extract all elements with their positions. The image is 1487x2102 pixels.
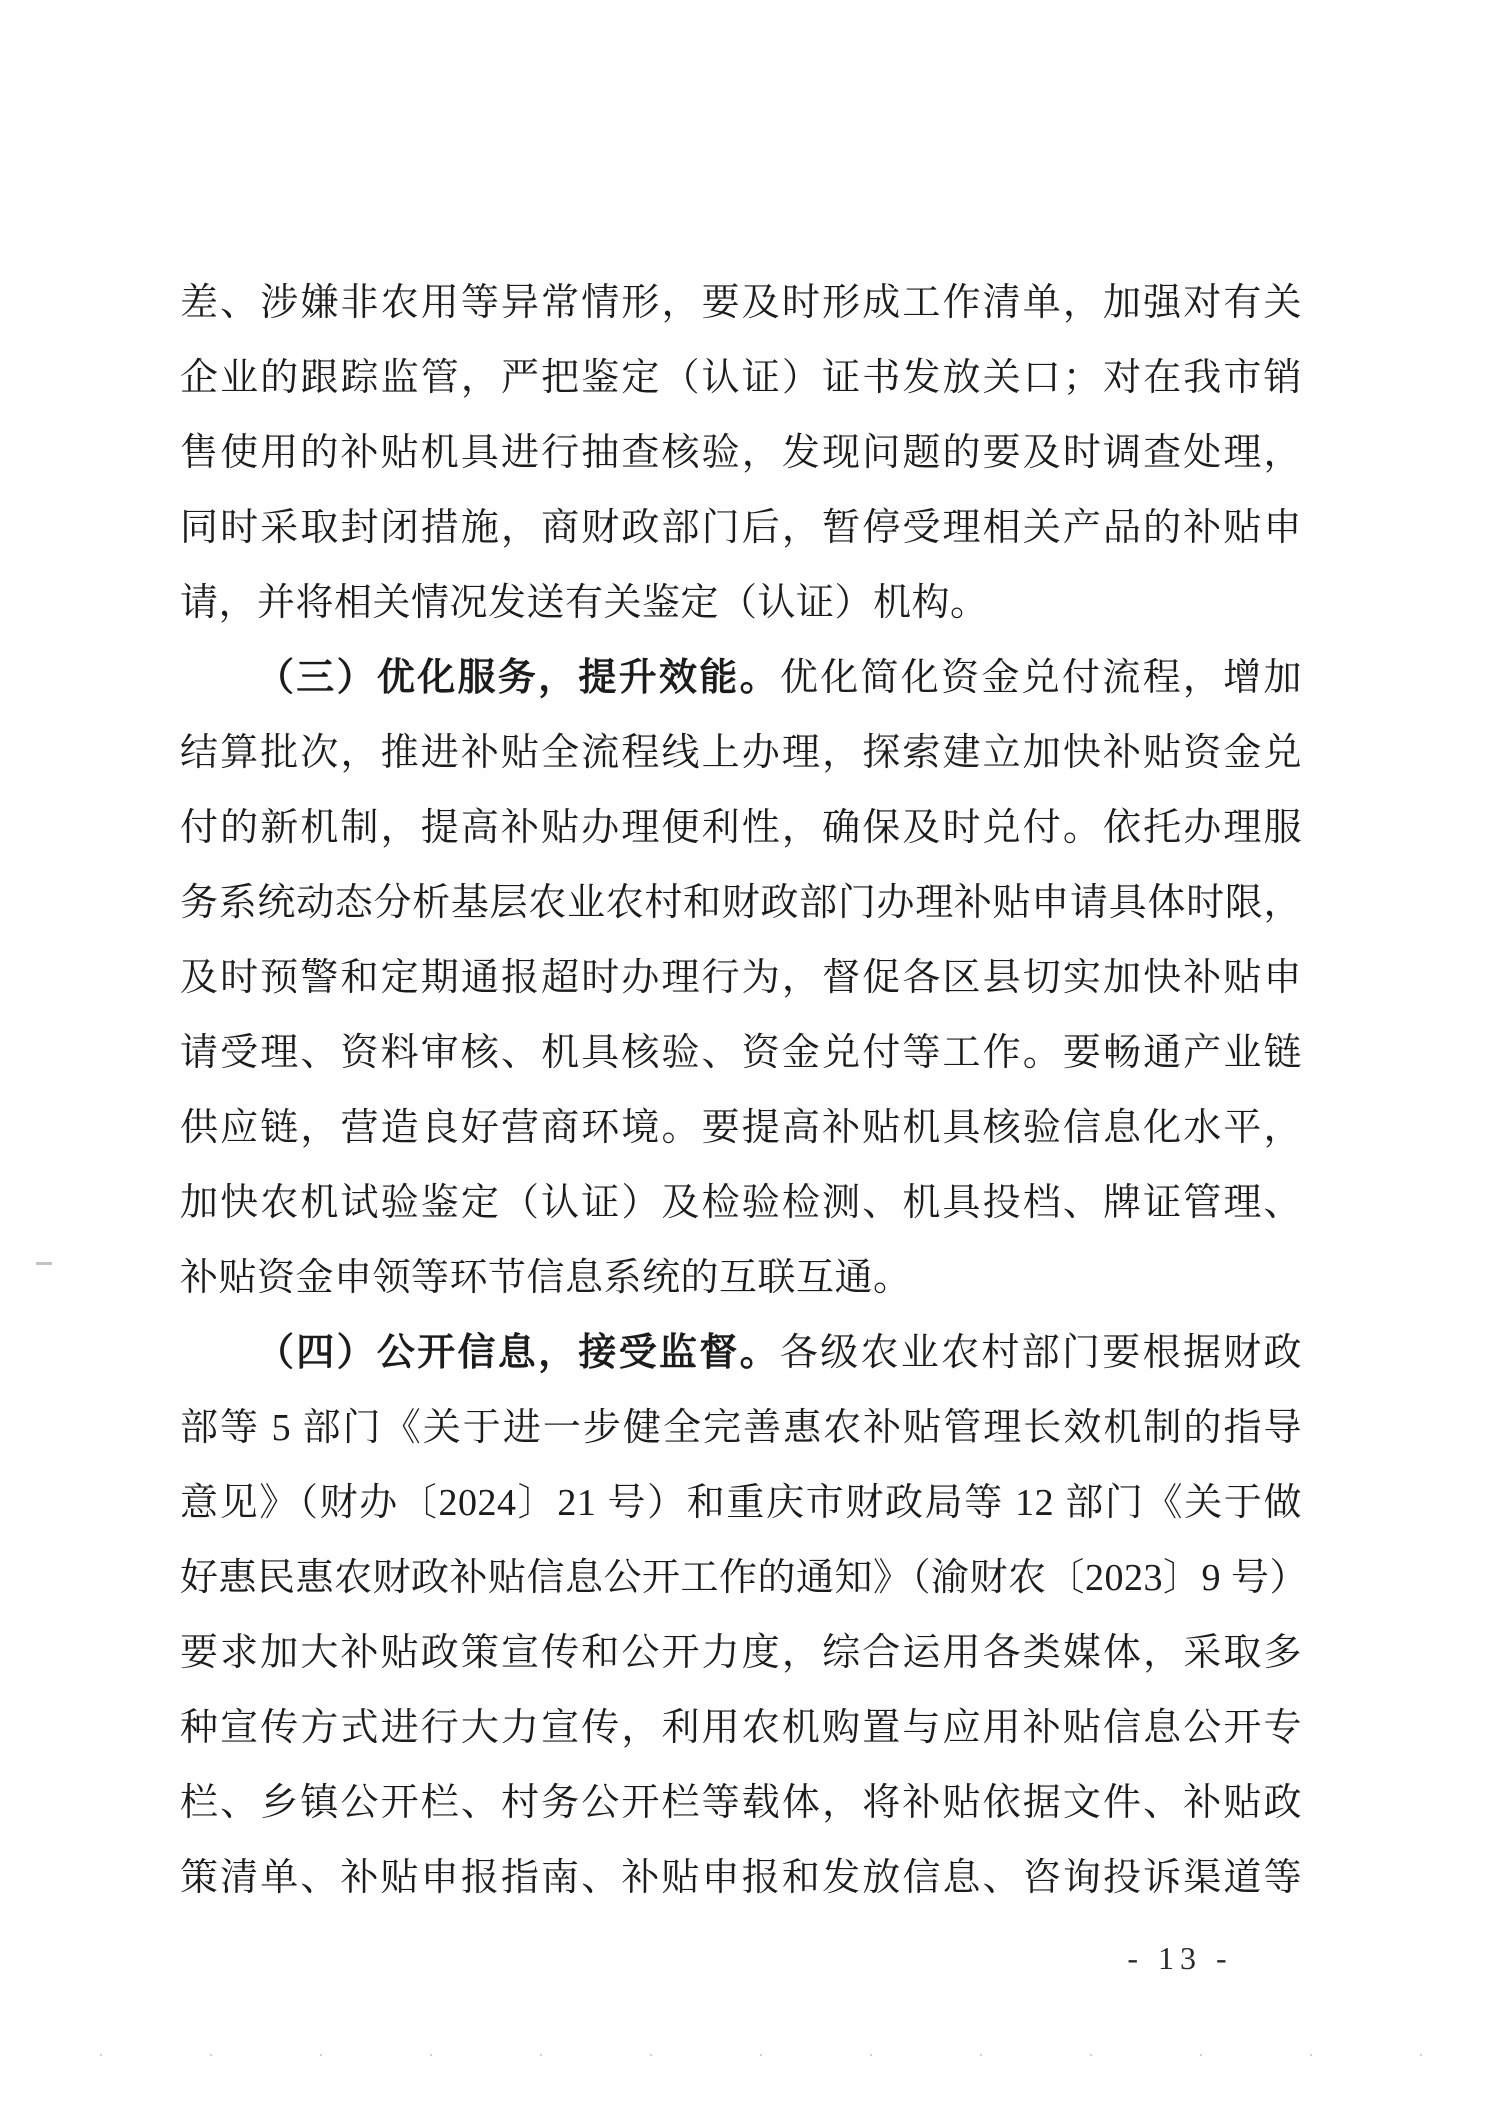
scan-artifact-mark bbox=[36, 1262, 52, 1265]
line-text: 意见》（财办〔2024〕21 号）和重庆市财政局等 12 部门《关于做 bbox=[180, 1482, 1302, 1524]
line-text: 优化简化资金兑付流程，增加 bbox=[779, 657, 1302, 699]
line-text: 补贴资金申领等环节信息系统的互联互通。 bbox=[180, 1257, 912, 1299]
line-text: 请受理、资料审核、机具核验、资金兑付等工作。要畅通产业链 bbox=[180, 1032, 1302, 1074]
text-line bbox=[180, 1166, 1302, 1241]
line-text: 付的新机制，提高补贴办理便利性，确保及时兑付。依托办理服 bbox=[180, 807, 1302, 849]
section-heading: （四）公开信息，接受监督。 bbox=[256, 1332, 780, 1374]
line-text: 售使用的补贴机具进行抽查核验，发现问题的要及时调查处理， bbox=[180, 432, 1302, 474]
text-line bbox=[180, 866, 1302, 941]
line-text: 种宣传方式进行大力宣传，利用农机购置与应用补贴信息公开专 bbox=[180, 1707, 1302, 1749]
line-text: 同时采取封闭措施，商财政部门后，暂停受理相关产品的补贴申 bbox=[180, 507, 1302, 549]
scan-artifact-line bbox=[100, 2054, 1460, 2056]
line-text: 部等 5 部门《关于进一步健全完善惠农补贴管理长效机制的指导 bbox=[180, 1407, 1302, 1449]
text-line bbox=[180, 791, 1302, 866]
line-text: 及时预警和定期通报超时办理行为，督促各区县切实加快补贴申 bbox=[180, 957, 1302, 999]
text-line bbox=[180, 416, 1302, 491]
text-block bbox=[180, 266, 1309, 1916]
line-text: 企业的跟踪监管，严把鉴定（认证）证书发放关口；对在我市销 bbox=[180, 357, 1302, 399]
text-line bbox=[180, 716, 1302, 791]
text-line bbox=[180, 1841, 1302, 1916]
line-text: 要求加大补贴政策宣传和公开力度，综合运用各类媒体，采取多 bbox=[180, 1632, 1302, 1674]
line-text: 好惠民惠农财政补贴信息公开工作的通知》（渝财农〔2023〕9 号） bbox=[180, 1557, 1309, 1599]
line-text: 策清单、补贴申报指南、补贴申报和发放信息、咨询投诉渠道等 bbox=[180, 1857, 1302, 1899]
text-line bbox=[180, 1091, 1302, 1166]
text-line bbox=[180, 1466, 1302, 1541]
text-line bbox=[180, 566, 1302, 641]
line-text: 务系统动态分析基层农业农村和财政部门办理补贴申请具体时限， bbox=[180, 882, 1302, 924]
text-line bbox=[180, 1016, 1302, 1091]
text-line bbox=[180, 266, 1302, 341]
text-line bbox=[180, 1391, 1302, 1466]
text-line bbox=[180, 341, 1302, 416]
line-text: 栏、乡镇公开栏、村务公开栏等载体，将补贴依据文件、补贴政 bbox=[180, 1782, 1302, 1824]
section-heading: （三）优化服务，提升效能。 bbox=[256, 657, 780, 699]
line-text: 差、涉嫌非农用等异常情形，要及时形成工作清单，加强对有关 bbox=[180, 282, 1302, 324]
text-line bbox=[180, 1616, 1302, 1691]
line-text: 供应链，营造良好营商环境。要提高补贴机具核验信息化水平， bbox=[180, 1107, 1302, 1149]
line-text: 请，并将相关情况发送有关鉴定（认证）机构。 bbox=[180, 582, 989, 624]
text-line bbox=[180, 491, 1302, 566]
text-line bbox=[180, 1541, 1309, 1616]
line-text: 结算批次，推进补贴全流程线上办理，探索建立加快补贴资金兑 bbox=[180, 732, 1302, 774]
text-line bbox=[180, 1241, 1302, 1316]
text-line bbox=[180, 1316, 1302, 1391]
text-line bbox=[180, 941, 1302, 1016]
page-number: - 13 - bbox=[1127, 1940, 1233, 1976]
text-line bbox=[180, 1766, 1302, 1841]
text-line bbox=[180, 641, 1302, 716]
line-text: 各级农业农村部门要根据财政 bbox=[779, 1332, 1302, 1374]
text-line bbox=[180, 1691, 1302, 1766]
line-text: 加快农机试验鉴定（认证）及检验检测、机具投档、牌证管理、 bbox=[180, 1182, 1302, 1224]
